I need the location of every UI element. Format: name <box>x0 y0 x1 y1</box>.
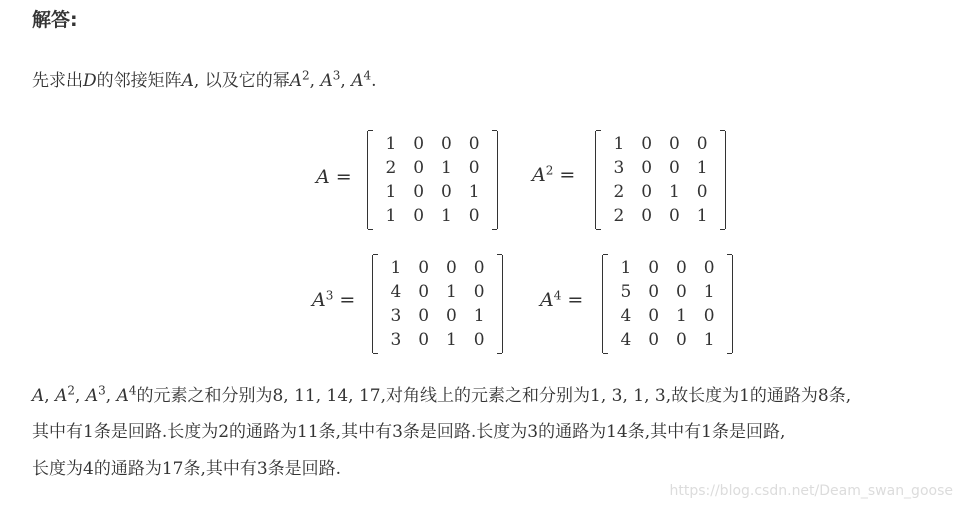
matrix-cell: 0 <box>473 330 485 350</box>
matrix-cell: 0 <box>445 306 457 326</box>
matrix-cell: 0 <box>413 134 425 154</box>
intro-var-a-pow3: A <box>320 71 333 91</box>
matrix-cell: 5 <box>620 282 632 302</box>
intro-exp-2: 2 <box>302 68 310 83</box>
matrix-cell: 0 <box>468 158 480 178</box>
intro-exp-4: 4 <box>363 68 372 83</box>
matrix-cell: 0 <box>641 158 653 178</box>
matrix-cell: 4 <box>620 306 632 326</box>
intro-var-d: D <box>83 71 97 91</box>
matrix-cell: 0 <box>668 206 680 226</box>
matrix-cell: 1 <box>473 306 485 326</box>
matrix-cell: 0 <box>473 258 485 278</box>
matrix-cell: 1 <box>385 134 397 154</box>
matrix-cell: 0 <box>468 134 480 154</box>
matrix-cell: 0 <box>418 258 430 278</box>
intro-var-a-pow4: A <box>351 71 364 91</box>
intro-var-a-pow2: A <box>289 71 303 91</box>
matrix-cell: 1 <box>445 330 457 350</box>
matrix-cell: 1 <box>390 258 402 278</box>
matrix-cell: 1 <box>696 158 708 178</box>
matrix-cell: 0 <box>413 206 425 226</box>
matrix-cell: 1 <box>703 282 715 302</box>
matrix-cell: 2 <box>385 158 397 178</box>
watermark: https://blog.csdn.net/Deam_swan_goose <box>669 483 953 499</box>
intro-text-2: 的邻接矩阵 <box>96 71 182 91</box>
matrix-cell: 0 <box>418 282 430 302</box>
matrix-cell: 0 <box>440 182 452 202</box>
summary-line-1: A, $A^2$, $A^3$, $A^4$的元素之和分别为8, 11, 14, 17,对角线上的元素之和分别为1, 3, 1, 3,故长度为1的通路为8条, <box>32 383 852 406</box>
matrix-cell: 0 <box>703 258 715 278</box>
matrix-cell: 0 <box>445 258 457 278</box>
matrix-cell: 0 <box>703 306 715 326</box>
matrix-a3-label: $A^3$ = <box>312 288 356 311</box>
matrix-cell: 4 <box>620 330 632 350</box>
matrix-cell: 0 <box>696 182 708 202</box>
matrix-cell: 0 <box>668 134 680 154</box>
matrix-cell: 0 <box>641 182 653 202</box>
summary-line-2: 其中有1条是回路.长度为2的通路为11条,其中有3条是回路.长度为3的通路为14条,其中有1条是回路, <box>32 422 786 442</box>
summary-line-1-text: 的元素之和分别为8, 11, 14, 17,对角线上的元素之和分别为1, 3, 1, 3,故长度为1的通路为8条, <box>136 386 852 406</box>
matrix-cell: 1 <box>385 182 397 202</box>
matrix-cell: 1 <box>440 206 452 226</box>
matrix-cell: 1 <box>703 330 715 350</box>
matrix-a <box>367 131 498 229</box>
matrix-cell: 0 <box>418 330 430 350</box>
matrix-cell: 0 <box>418 306 430 326</box>
answer-heading: 解答: <box>32 9 78 31</box>
matrix-cell: 0 <box>413 182 425 202</box>
matrix-cell: 1 <box>675 306 687 326</box>
intro-line <box>32 70 377 92</box>
intro-var-a: A <box>181 71 194 91</box>
intro-comma-1: , <box>309 71 321 91</box>
matrix-cell: 0 <box>648 258 660 278</box>
matrix-cell: 0 <box>675 258 687 278</box>
matrix-cell: 1 <box>385 206 397 226</box>
matrix-cell: 3 <box>613 158 625 178</box>
matrix-cell: 0 <box>675 282 687 302</box>
matrix-cell: 1 <box>668 182 680 202</box>
matrix-cell: 1 <box>613 134 625 154</box>
matrix-cell: 2 <box>613 206 625 226</box>
intro-text-1: 先求出 <box>32 71 83 91</box>
matrix-cell: 0 <box>440 134 452 154</box>
intro-exp-3: 3 <box>332 68 341 83</box>
matrix-cell: 0 <box>648 282 660 302</box>
matrix-cell: 0 <box>668 158 680 178</box>
matrix-cell: 2 <box>613 182 625 202</box>
matrix-cell: 1 <box>620 258 632 278</box>
matrix-cell: 1 <box>440 158 452 178</box>
intro-text-3: , 以及它的幂 <box>193 71 290 91</box>
matrix-a2-label: $A^2$ = <box>532 163 576 186</box>
matrix-cell: 3 <box>390 330 402 350</box>
matrix-a3 <box>372 255 503 353</box>
matrix-a2 <box>595 131 726 229</box>
matrix-cell: 0 <box>413 158 425 178</box>
matrix-cell: 3 <box>390 306 402 326</box>
matrix-cell: 0 <box>648 306 660 326</box>
matrix-cell: 0 <box>473 282 485 302</box>
intro-comma-2: , <box>340 71 352 91</box>
matrix-cell: 0 <box>641 134 653 154</box>
matrix-cell: 0 <box>675 330 687 350</box>
matrix-cell: 0 <box>641 206 653 226</box>
matrix-cell: 0 <box>696 134 708 154</box>
summary-line-3: 长度为4的通路为17条,其中有3条是回路. <box>32 459 342 479</box>
matrix-cell: 1 <box>696 206 708 226</box>
matrix-a4-label: $A^4$ = <box>540 288 584 311</box>
matrix-cell: 0 <box>648 330 660 350</box>
matrix-cell: 1 <box>445 282 457 302</box>
matrix-cell: 0 <box>468 206 480 226</box>
intro-period: . <box>371 71 377 91</box>
matrix-cell: 1 <box>468 182 480 202</box>
matrix-a4 <box>602 255 733 353</box>
matrix-cell: 4 <box>390 282 402 302</box>
matrix-a-label: A = <box>316 166 352 188</box>
